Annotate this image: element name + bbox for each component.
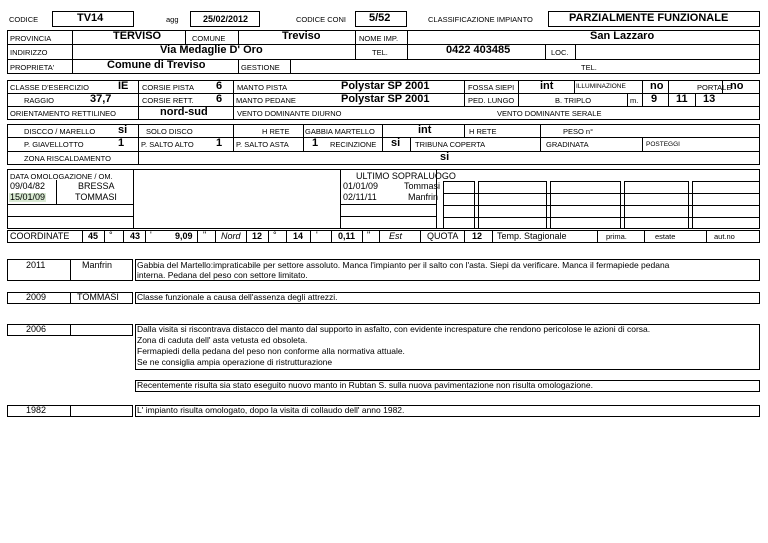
- riscald-value: si: [440, 151, 450, 163]
- m1-value: 9: [651, 93, 658, 105]
- estate-label: estate: [655, 232, 676, 241]
- note-5-year: 1982: [26, 405, 47, 415]
- corsie-rett-label: CORSIE RETT.: [142, 96, 194, 105]
- indirizzo-value: Via Medaglie D' Oro: [160, 44, 263, 56]
- classe-value: IE: [118, 80, 129, 92]
- sopra-name-2: Manfrin: [408, 192, 439, 202]
- sopra-date-2: 02/11/11: [343, 192, 377, 202]
- vento-serale-label: VENTO DOMINANTE SERALE: [497, 109, 602, 118]
- agg-label: agg: [166, 15, 179, 24]
- comune-value: Treviso: [282, 30, 321, 42]
- prima-label: prima.: [606, 232, 627, 241]
- coni-label: CODICE CONI: [296, 15, 347, 24]
- fossa-label: FOSSA SIEPI: [468, 83, 515, 92]
- fossa-value: int: [540, 80, 554, 92]
- note-4-line-1: Recentemente risulta sia stato eseguito nuovo manto in Rubtan S. sulla nuova pavimentazione non risulta omologazione.: [137, 380, 593, 390]
- salto-asta-label: P. SALTO ASTA: [236, 140, 289, 149]
- omolog-name-1: BRESSA: [78, 181, 115, 191]
- quota-label: QUOTA: [427, 231, 459, 241]
- recinzione-value: si: [391, 137, 401, 149]
- omolog-date-2: 15/01/09: [10, 192, 46, 202]
- nome-label: NOME IMP.: [359, 34, 399, 43]
- nome-value: San Lazzaro: [590, 30, 655, 42]
- codice-label: CODICE: [9, 15, 39, 24]
- coord-row: [7, 230, 760, 243]
- coord-label: COORDINATE: [10, 231, 70, 241]
- note-2-line-1: Classe funzionale a causa dell'assenza degli attrezzi.: [137, 292, 338, 302]
- coni-value: 5/52: [369, 12, 391, 24]
- coord-v3: 9,09: [175, 231, 193, 241]
- coord-v2: 43: [130, 231, 141, 241]
- raggio-value: 37,7: [90, 93, 112, 105]
- provincia-value: TERVISO: [113, 30, 162, 42]
- giav-value: 1: [118, 137, 125, 149]
- class-box: [548, 11, 760, 27]
- proprieta-label: PROPRIETA': [10, 63, 55, 72]
- btriplo-label: B. TRIPLO: [555, 96, 592, 105]
- quota-value: 12: [472, 231, 483, 241]
- sopra-label: ULTIMO SOPRALUOGO: [356, 171, 456, 181]
- codice-value: TV14: [77, 12, 104, 24]
- provincia-label: PROVINCIA: [10, 34, 52, 43]
- illum-label: ILLUMINAZIONE: [576, 83, 626, 90]
- coord-d1: Nord: [221, 231, 241, 241]
- tel-label: TEL.: [372, 48, 388, 57]
- disco-label: DISCCO / MARELLO: [24, 127, 96, 136]
- note-3-line-3: Fermapiedi della pedana del peso non conforme alla normativa attuale.: [137, 346, 405, 356]
- recinzione-label: RECINZIONE: [330, 140, 377, 149]
- manto-pista-label: MANTO PISTA: [237, 83, 288, 92]
- m2-value: 11: [676, 93, 688, 105]
- coord-u6: ": [367, 230, 371, 240]
- gradinata-label: GRADINATA: [546, 140, 589, 149]
- agg-box: [190, 11, 260, 27]
- manto-pista-value: Polystar SP 2001: [341, 80, 430, 92]
- corsie-pista-value: 6: [216, 80, 223, 92]
- omolog-date-1: 09/04/82: [10, 181, 46, 191]
- coord-v1: 45: [88, 231, 99, 241]
- m-label: m.: [630, 96, 639, 105]
- gabbia-label: GABBIA MARTELLO: [305, 127, 375, 136]
- autno-label: aut.no: [714, 232, 735, 241]
- disco-value: si: [118, 124, 128, 136]
- note-2-who: TOMMASI: [77, 292, 119, 302]
- manto-pedane-label: MANTO PEDANE: [236, 96, 296, 105]
- sopra-name-1: Tommasi: [404, 181, 441, 191]
- omolog-name-2: TOMMASI: [75, 192, 117, 202]
- agg-value: 25/02/2012: [203, 14, 249, 24]
- manto-pedane-value: Polystar SP 2001: [341, 93, 430, 105]
- corsie-rett-value: 6: [216, 93, 223, 105]
- orient-value: nord-sud: [160, 106, 208, 118]
- coord-u3: ": [203, 230, 207, 240]
- loc-label: LOC.: [551, 48, 569, 57]
- classe-label: CLASSE D'ESERCIZIO: [10, 83, 89, 92]
- coord-u4: °: [273, 230, 277, 240]
- portale-value: no: [730, 80, 744, 92]
- giav-label: P. GIAVELLOTTO: [24, 140, 84, 149]
- coord-u2: ': [150, 230, 152, 240]
- omolog-label: DATA OMOLOGAZIONE / OM.: [10, 172, 113, 181]
- tel-value: 0422 403485: [446, 44, 511, 56]
- illum-value: no: [650, 80, 664, 92]
- note-3-year: 2006: [26, 324, 47, 334]
- tel2-label: TEL.: [581, 63, 597, 72]
- coord-d2: Est: [389, 231, 403, 241]
- note-1-line-2: interna. Pedana del peso con settore limitato.: [137, 270, 308, 280]
- coord-u5: ': [316, 230, 318, 240]
- temp-label: Temp. Stagionale: [497, 231, 567, 241]
- note-5-line-1: L' impianto risulta omologato, dopo la visita di collaudo dell' anno 1982.: [137, 405, 405, 415]
- hrete-label: H RETE: [262, 127, 290, 136]
- corsie-pista-label: CORSIE PISTA: [142, 83, 194, 92]
- sopra-date-1: 01/01/09: [343, 181, 379, 191]
- peso-label: PESO n°: [563, 127, 594, 136]
- note-1-line-1: Gabbia del Martello:impraticabile per settore assoluto. Manca l'impianto per il salto con l'asta. Siepi da verificare. Manca il fermapiede pedana: [137, 260, 670, 270]
- riscald-label: ZONA RISCALDAMENTO: [24, 154, 111, 163]
- raggio-label: RAGGIO: [24, 96, 55, 105]
- m3-value: 13: [703, 93, 716, 105]
- note-3-line-4: Se ne consiglia ampia operazione di ristrutturazione: [137, 357, 333, 367]
- orient-label: ORIENTAMENTO RETTILINEO: [10, 109, 116, 118]
- coord-v4: 12: [252, 231, 263, 241]
- note-2-year: 2009: [26, 292, 47, 302]
- vento-diurno-label: VENTO DOMINANTE DIURNO: [237, 109, 342, 118]
- comune-label: COMUNE: [192, 34, 226, 43]
- indirizzo-label: INDIRIZZO: [10, 48, 48, 57]
- salto-alto-value: 1: [216, 137, 223, 149]
- coni-box: [355, 11, 407, 27]
- posteggi-label: POSTEGGI: [646, 141, 680, 148]
- gabbia-value: int: [418, 124, 432, 136]
- note-1-year: 2011: [26, 260, 46, 270]
- coord-v5: 14: [293, 231, 304, 241]
- coord-v6: 0,11: [338, 231, 356, 241]
- class-label: CLASSIFICAZIONE IMPIANTO: [428, 15, 533, 24]
- ped-lungo-label: PED. LUNGO: [468, 96, 515, 105]
- codice-box: [52, 11, 134, 27]
- hrete2-label: H RETE: [469, 127, 497, 136]
- coord-u1: °: [109, 230, 113, 240]
- note-1-who: Manfrin: [82, 260, 113, 270]
- proprieta-value: Comune di Treviso: [107, 59, 206, 71]
- class-value: PARZIALMENTE FUNZIONALE: [569, 12, 729, 24]
- note-3-line-1: Dalla visita si riscontrava distacco del manto dal supporto in asfalto, con evidente increspature che rendono pericolose le azioni di corsa.: [137, 324, 651, 334]
- note-3-line-2: Zona di caduta dell' asta vetusta ed obsoleta.: [137, 335, 308, 345]
- gestione-label: GESTIONE: [241, 63, 280, 72]
- salto-alto-label: P. SALTO ALTO: [141, 140, 194, 149]
- tribuna-label: TRIBUNA COPERTA: [415, 140, 486, 149]
- salto-asta-value: 1: [312, 137, 319, 149]
- solo-disco-label: SOLO DISCO: [146, 127, 193, 136]
- portale-label: PORTALE: [697, 83, 732, 92]
